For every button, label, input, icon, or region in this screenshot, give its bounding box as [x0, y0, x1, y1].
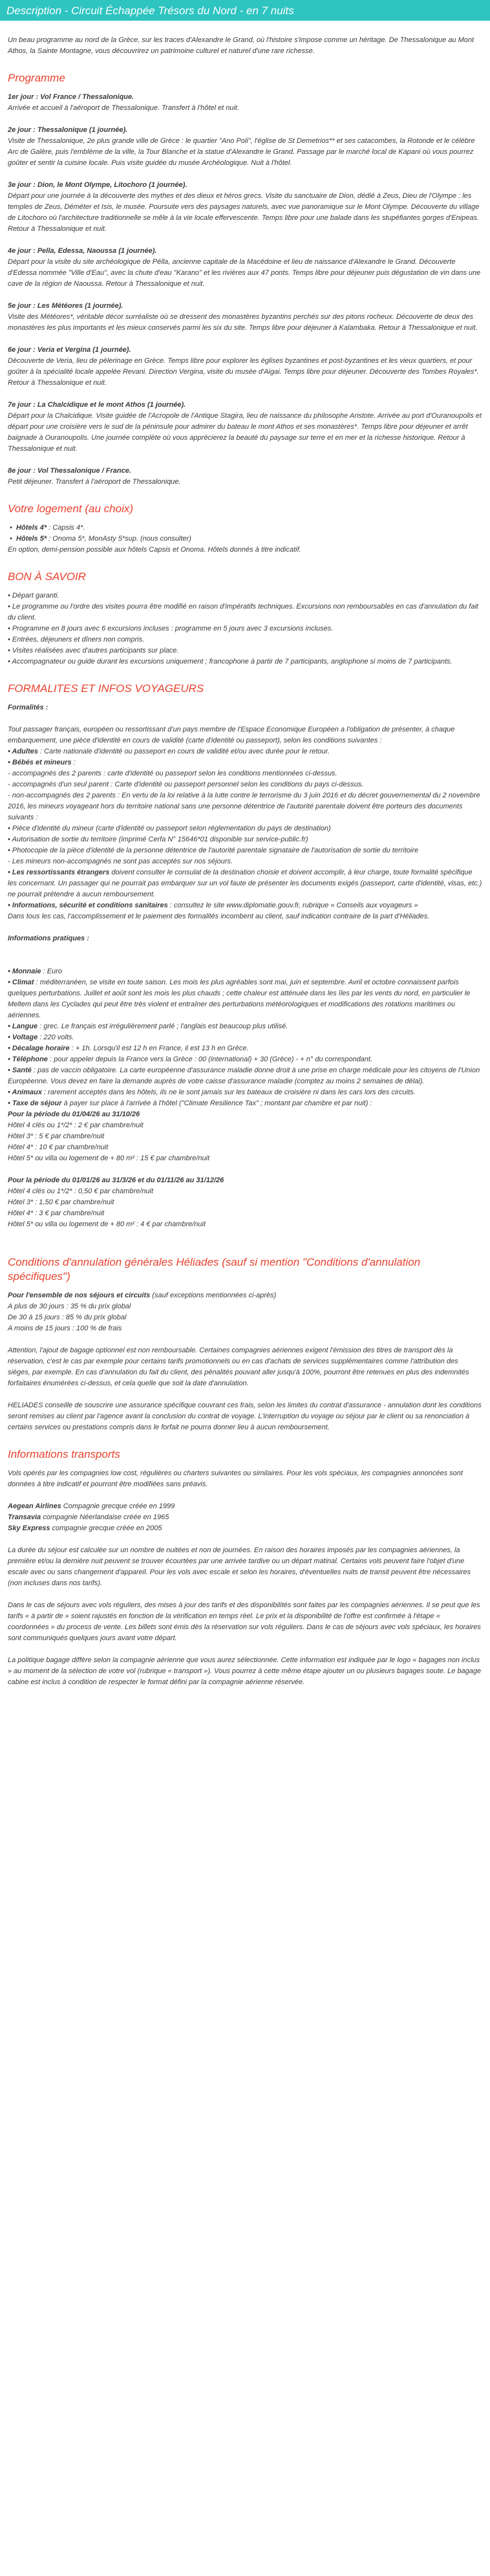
practical-line-text: : 220 volts.: [37, 1034, 74, 1041]
formalites-line: [8, 911, 482, 922]
practical-line-key: • Taxe de séjour: [8, 1099, 62, 1107]
logement-item-text: : Onoma 5*, MonAsty 5*sup. (nous consulter): [47, 535, 191, 543]
formalites-line-text: : consultez le site www.diplomatie.gouv.fr, rubrique « Conseils aux voyageurs »: [167, 902, 418, 909]
practical-lines: [8, 966, 482, 1109]
programme-day-text: Départ pour une journée à la découverte des mythes et des dieux et héros grecs. Visite du sanctuaire de Dion, dédié à Zeus, Dieu de l'Olympe : les temples de Zeus, Déméter et Isis, le musée. Poursuite vers des paysages naturels, avec vue panoramique sur le Mont Olympe. Découverte du village de Litochoro où l'architecture traditionnelle se mêle à la vie locale effervescente. Temps libre pour une balade dans les stupéfiantes gorges d'Enipeas. Retour à Thessalonique et nuit.: [8, 192, 480, 233]
annulation-row: A plus de 30 jours : 35 % du prix global: [8, 1303, 131, 1310]
airline-item: [8, 1501, 482, 1512]
practical-subheading: Informations pratiques :: [8, 935, 89, 942]
tax-period-title: Pour la période du 01/04/26 au 31/10/26: [8, 1110, 140, 1118]
airline-desc: compagnie grecque créée en 2005: [50, 1524, 162, 1532]
programme-day: [8, 345, 482, 389]
programme-day-text: Arrivée et accueil à l'aéroport de Thessalonique. Transfert à l'hôtel et nuit.: [8, 104, 240, 112]
programme-day-text: Visite des Météores*, véritable décor surréaliste où se dressent des monastères byzantins perchés sur des pitons rocheux. Découverte de deux des monastères les plus importants et les mieux conservés parmi les six du site. Temps libre pour déjeuner à Kalambaka. Retour à Thessalonique et nuit.: [8, 313, 478, 332]
formalites-line: [8, 867, 482, 900]
programme-day: [8, 301, 482, 334]
annulation-row: A moins de 15 jours : 100 % de frais: [8, 1325, 122, 1332]
programme-day: [8, 92, 482, 114]
formalites-line: [8, 900, 482, 911]
programme-day: [8, 400, 482, 455]
programme-day: [8, 125, 482, 169]
logement-note: En option, demi-pension possible aux hôtels Capsis et Onoma. Hôtels donnés à titre indicatif.: [8, 546, 301, 554]
transports-paragraph: La politique bagage diffère selon la compagnie aérienne que vous aurez sélectionnée. Cette information est indiquée par le logo « bagages non inclus » au moment de la sélection de votre vol (rubrique « transport »). Vous pourrez à cette même étape ajouter un ou plusieurs bagages soute. Le bagage cabine est inclus à condition de respecter le format défini par la compagnie aérienne réservée.: [8, 1656, 482, 1686]
transports-paragraph: Vols opérés par les compagnies low cost, régulières ou charters suivantes ou similaires. Pour les vols spéciaux, les compagnies annoncées sont données à titre indicatif et pourront être modifiées sans préavis.: [8, 1469, 463, 1488]
formalites-line-key: • Adultes: [8, 748, 38, 755]
formalites-line: [8, 746, 482, 757]
formalites-line-text: - accompagnés d'un seul parent : Carte d'identité ou passeport personnel selon les conditions du pays ci-dessus.: [8, 781, 364, 788]
tax-period-row: Hôtel 4 clés ou 1*/2* : 0,50 € par chambre/nuit: [8, 1187, 154, 1195]
logement-item-label: Hôtels 4*: [16, 524, 47, 532]
programme-day: [8, 180, 482, 235]
programme-day-title: 3e jour : Dion, le Mont Olympe, Litochoro (1 journée).: [8, 181, 187, 189]
airline-name: Aegean Airlines: [8, 1502, 61, 1510]
programme-day-title: 8e jour : Vol Thessalonique / France.: [8, 467, 131, 475]
annulation-sub-bold: Pour l'ensemble de nos séjours et circuits: [8, 1292, 151, 1299]
formalites-heading: FORMALITES ET INFOS VOYAGEURS: [8, 682, 204, 695]
bon-a-savoir-heading: BON À SAVOIR: [8, 570, 86, 583]
logement-list: [8, 523, 482, 545]
programme-day-title: 4e jour : Pella, Edessa, Naoussa (1 journée).: [8, 247, 157, 255]
programme-day-text: Découverte de Veria, lieu de pèlerinage en Grèce. Temps libre pour explorer les églises byzantines et post-byzantines et les vieux quartiers, et pour goûter à la spécialité locale appelée Revani. Direction Vergina, visite du musée d'Aigai. Temps libre pour déjeuner. Découverte des Tombes Royales*. Retour à Thessalonique et nuit.: [8, 357, 479, 387]
formalites-paragraph: Tout passager français, européen ou ressortissant d'un pays membre de l'Espace Economique Européen a l'obligation de présenter, à chaque embarquement, une pièce d'identité en cours de validité (carte d'identité ou passeport), selon les conditions suivantes :: [8, 726, 455, 744]
tax-period-row: Hôtel 5* ou villa ou logement de + 80 m² : 4 € par chambre/nuit: [8, 1220, 206, 1228]
logement-item: • Hôtels 4* : Capsis 4*.: [8, 524, 85, 532]
airline-item: [8, 1523, 482, 1534]
practical-line-key: • Téléphone: [8, 1055, 48, 1063]
formalites-line-text: Dans tous les cas, l'accomplissement et le paiement des formalités incombent au client, sauf indication contraire de la part d'Héliades.: [8, 913, 430, 920]
annulation-sub: [8, 1290, 482, 1301]
practical-line-text: : grec. Le français est irrégulièrement parlé ; l'anglais est beaucoup plus utilisé.: [37, 1023, 288, 1030]
practical-line: [8, 1043, 482, 1054]
annulation-row: De 30 à 15 jours : 85 % du prix global: [8, 1314, 127, 1321]
formalites-line-text: • Autorisation de sortie du territoire (imprimé Cerfa N° 15646*01 disponible sur service-public.fr): [8, 836, 308, 843]
practical-line: [8, 1054, 482, 1065]
logement-item-text: : Capsis 4*.: [47, 524, 85, 532]
tax-period-row: Hôtel 3* : 1,50 € par chambre/nuit: [8, 1198, 114, 1206]
practical-line-key: • Animaux: [8, 1088, 42, 1096]
programme-day: [8, 246, 482, 290]
airline-name: Sky Express: [8, 1524, 50, 1532]
formalites-line-text: - non-accompagnés des 2 parents : En vertu de la loi relative à la lutte contre le terrorisme du 3 juin 2016 et du décret gouvernemental du 2 novembre 2016, les mineurs voyageant hors du territoire national sans une personne détentrice de l'autorité parentale doivent être porteurs des documents suivants :: [8, 792, 480, 821]
programme-day-text: Départ pour la visite du site archéologique de Pélla, ancienne capitale de la Macédoine et lieu de naissance d'Alexandre le Grand. Découverte d'Edessa nommée "Ville d'Eau", avec la chute d'eau "Karano" et les rivières aux 47 ponts. Temps libre pour déjeuner puis dégustation de vin dans une cave de la région de Naoussa. Retour à Thessalonique et nuit.: [8, 258, 481, 288]
practical-line-key: • Monnaie: [8, 968, 41, 975]
tax-period-row: Hôtel 4 clés ou 1*/2* : 2 € par chambre/nuit: [8, 1121, 144, 1129]
formalites-line: [8, 790, 482, 823]
practical-line-key: • Santé: [8, 1066, 32, 1074]
tax-period-row: Hôtel 4* : 10 € par chambre/nuit: [8, 1143, 109, 1151]
formalites-line-text: :: [71, 759, 76, 766]
airline-item: [8, 1512, 482, 1523]
formalites-line-text: • Pièce d'identité du mineur (carte d'identité ou passeport selon réglementation du pays de destination): [8, 825, 331, 832]
formalites-line-text: - Les mineurs non-accompagnés ne sont pas acceptés sur nos séjours.: [8, 858, 233, 865]
bon-a-savoir-item: • Le programme ou l'ordre des visites pourra être modifié en raison d'impératifs techniques. Excursions non remboursables en cas d'annulation du fait du client.: [8, 603, 478, 622]
formalites-line-key: • Informations, sécurité et conditions sanitaires: [8, 902, 168, 909]
formalites-line: [8, 768, 482, 779]
formalites-line-text: doivent consulter le consulat de la destination choisie et doivent accomplir, à leur charge, toute formalité spécifique les concernant. Un passager qui ne pourrait pas embarquer sur un vol faute de présenter les documents exigés (passeport, carte d'identité, visas, etc.) ne pourrait prétendre à aucun remboursement.: [8, 869, 482, 898]
practical-line: [8, 966, 482, 977]
formalites-line-text: - accompagnés des 2 parents : carte d'identité ou passeport selon les conditions mentionnées ci-dessus.: [8, 770, 337, 777]
practical-line-text: : pour appeler depuis la France vers la Grèce : 00 (international) + 30 (Grèce) - + n° du correspondant.: [47, 1055, 373, 1063]
content: [0, 35, 490, 1688]
airline-desc: Compagnie grecque créée en 1999: [61, 1502, 175, 1510]
practical-line-text: : pas de vaccin obligatoire. La carte européenne d'assurance maladie donne droit à une prise en charge médicale pour les citoyens de l'Union Européenne. Vous devez en faire la demande auprès de votre caisse d'assurance maladie (comptez au moins 2 semaines de délai).: [8, 1066, 480, 1085]
tax-period-title: Pour la période du 01/01/26 au 31/3/26 et du 01/11/26 au 31/12/26: [8, 1176, 224, 1184]
practical-line-key: • Décalage horaire: [8, 1044, 70, 1052]
practical-line-text: : + 1h. Lorsqu'il est 12 h en France, il est 13 h en Grèce.: [69, 1044, 249, 1052]
practical-line: [8, 1032, 482, 1043]
programme-day-title: 5e jour : Les Météores (1 journée).: [8, 302, 123, 310]
programme-heading: Programme: [8, 72, 65, 84]
annulation-heading: Conditions d'annulation générales Héliades (sauf si mention "Conditions d'annulation spécifiques"): [8, 1256, 421, 1283]
practical-line-key: • Langue: [8, 1023, 38, 1030]
practical-line-text: : méditerranéen, se visite en toute saison. Les mois les plus agréables sont mai, juin et septembre. Avril et octobre connaissent parfois quelques perturbations. Juillet et août sont les mois les plus chauds ; cette chaleur est atténuée dans les îles par les vents du nord, en particulier le Meltem dans les Cyclades qui peut être très violent et entraîner des perturbations météorologiques et modifications des rotations maritimes ou aériennes.: [8, 979, 471, 1019]
practical-line: [8, 1021, 482, 1032]
formalites-line-text: : Carte nationale d'identité ou passeport en cours de validité et/ou avec durée pour le retour.: [37, 748, 330, 755]
tax-periods: [8, 1109, 482, 1241]
bon-a-savoir-item: • Entrées, déjeuners et dîners non compris.: [8, 636, 145, 644]
practical-line: [8, 1098, 482, 1109]
programme-day: [8, 466, 482, 488]
bon-a-savoir-item: • Accompagnateur ou guide durant les excursions uniquement ; francophone à partir de 7 participants, anglophone si moins de 7 participants.: [8, 658, 453, 666]
programme-day-title: 2e jour : Thessalonique (1 journée).: [8, 126, 128, 134]
intro-paragraph: Un beau programme au nord de la Grèce, sur les traces d'Alexandre le Grand, où l'histoire s'impose comme un héritage. De Thessalonique au Mont Athos, la Sainte Montagne, vous découvrirez un patrimoine culturel et naturel d'une rare richesse.: [8, 36, 474, 55]
formalites-line: [8, 834, 482, 845]
practical-line: [8, 1087, 482, 1098]
page-title-banner: Description - Circuit Échappée Trésors du Nord - en 7 nuits: [0, 0, 490, 21]
formalites-line-key: • Bébés et mineurs: [8, 759, 72, 766]
bon-a-savoir-item: • Visites réalisées avec d'autres participants sur place.: [8, 647, 179, 655]
practical-line: [8, 977, 482, 1021]
annulation-paragraph: Attention, l'ajout de bagage optionnel est non remboursable. Certaines compagnies aériennes exigent l'émission des titres de transport dès la réservation, c'est le cas par exemple pour certains tarifs promotionnels ou en cas d'achats de services supplémentaires comme l'attribution des sièges, par exemple. En cas d'annulation du fait du client, des pénalités pouvant aller jusqu'à 100%, pourront être retenues en plus des indemnités forfaitaires énumérées ci-dessus, et cela quelle que soit la date d'annulation.: [8, 1347, 469, 1387]
programme-day-title: 6e jour : Veria et Vergina (1 journée).: [8, 346, 131, 354]
transports-paragraph: La durée du séjour est calculée sur un nombre de nuitées et non de journées. En raison des horaires imposés par les compagnies aériennes, la première et/ou la dernière nuit peuvent se trouver écourtées par une arrivée tardive ou un départ matinal. Certains vols peuvent faire l'objet d'une escale avec ou sans changement d'appareil. Pour les vols avec escale et selon les horaires, d'éventuelles nuits de transit peuvent être nécessaires (non incluses dans nos tarifs).: [8, 1546, 471, 1587]
formalites-line: [8, 856, 482, 867]
logement-heading: Votre logement (au choix): [8, 503, 134, 515]
formalites-line: [8, 845, 482, 856]
logement-item: • Hôtels 5* : Onoma 5*, MonAsty 5*sup. (nous consulter): [8, 535, 191, 543]
practical-line-key: • Voltage: [8, 1034, 38, 1041]
programme-days: [8, 92, 482, 488]
practical-line: [8, 1065, 482, 1087]
programme-day-text: Visite de Thessalonique, 2e plus grande ville de Grèce : le quartier "Ano Poli", l'église de St Demetrios** et ses catacombes, la Rotonde et le célèbre Arc de Galère, puis l'emblème de la ville, la Tour Blanche et la statue d'Alexandre le Grand. Passage par le marché local de Kapani où vous pourrez goûter et sentir la cuisine locale. Puis visite guidée du musée Archéologique. Nuit à l'hôtel.: [8, 137, 475, 167]
tax-period: [8, 1175, 482, 1230]
tax-period: [8, 1109, 482, 1164]
bon-a-savoir-item: • Programme en 8 jours avec 6 excursions incluses : programme en 5 jours avec 3 excursions incluses.: [8, 625, 334, 633]
annulation-sub-rest: (sauf exceptions mentionnées ci-après): [150, 1292, 277, 1299]
bon-a-savoir-item: • Départ garanti.: [8, 592, 59, 600]
bon-a-savoir-list: [8, 590, 482, 667]
practical-line-key: • Climat: [8, 979, 34, 986]
programme-day-text: Petit déjeuner. Transfert à l'aéroport de Thessalonique.: [8, 478, 181, 486]
programme-day-title: 7e jour : La Chalcidique et le mont Athos (1 journée).: [8, 401, 186, 409]
practical-line-text: : rarement acceptés dans les hôtels, ils ne le sont jamais sur les bateaux de croisière ni dans les cars lors des circuits.: [41, 1088, 416, 1096]
formalites-subheading: Formalités :: [8, 704, 48, 711]
airline-list: [8, 1501, 482, 1534]
transports-heading: Informations transports: [8, 1448, 120, 1460]
formalites-line: [8, 757, 482, 768]
practical-line-text: à payer sur place à l'arrivée à l'hôtel ("Climate Resilience Tax" ; montant par chambre et par nuit) :: [61, 1099, 372, 1107]
tax-period-row: Hôtel 5* ou villa ou logement de + 80 m² : 15 € par chambre/nuit: [8, 1154, 210, 1162]
formalites-line: [8, 779, 482, 790]
airline-desc: compagnie Néerlandaise créée en 1965: [41, 1513, 169, 1521]
programme-day-text: Départ pour la Chalcidique. Visite guidée de l'Acropole de l'Antique Stagira, lieu de naissance du philosophe Aristote. Arrivée au port d'Ouranoupolis et départ pour une croisière vers le sud de la péninsule pour admirer du bateau le mont Athos et ses monastères*. Temps libre pour déjeuner et arrêt baignade à Ouranoupolis. Une journée complète où vous apprécierez la beauté du paysage sur terre et en mer et la richesse historique. Retour à Thessalonique et nuit.: [8, 412, 482, 453]
tax-period-row: Hôtel 4* : 3 € par chambre/nuit: [8, 1209, 105, 1217]
formalites-line-key: • Les ressortissants étrangers: [8, 869, 110, 876]
practical-line-text: : Euro: [41, 968, 62, 975]
formalites-line: [8, 823, 482, 834]
logement-item-label: Hôtels 5*: [16, 535, 47, 543]
tax-period-row: Hôtel 3* : 5 € par chambre/nuit: [8, 1132, 105, 1140]
annulation-paragraph: HELIADES conseille de souscrire une assurance spécifique couvrant ces frais, selon les limites du contrat d'assurance - annulation dont les conditions seront remises au client par l'agence avant la conclusion du contrat de voyage. L'interruption du voyage ou séjour par le client ou sa renonciation à certains services ou prestations compris dans le forfait ne pourra donner lieu à aucun remboursement.: [8, 1402, 482, 1431]
formalites-lines: [8, 746, 482, 922]
transports-paragraph: Dans le cas de séjours avec vols réguliers, des mises à jour des tarifs et des disponibilités sont faites par les compagnies aériennes. Il se peut que les tarifs « à partir de » soient rajustés en fonction de la vérification en temps réel. Le prix et la disponibilité de l'offre est confirmée à l'étape « coordonnées » du process de vente. Les billets sont émis dès la réservation sur vols réguliers. Dans le cas de séjours avec vols spéciaux, les horaires sont communiqués quelques jours avant votre départ.: [8, 1601, 481, 1642]
airline-name: Transavia: [8, 1513, 41, 1521]
formalites-line-text: • Photocopie de la pièce d'identité de la personne détentrice de l'autorité parentale signataire de l'autorisation de sortie du territoire: [8, 847, 419, 854]
programme-day-title: 1er jour : Vol France / Thessalonique.: [8, 93, 134, 101]
